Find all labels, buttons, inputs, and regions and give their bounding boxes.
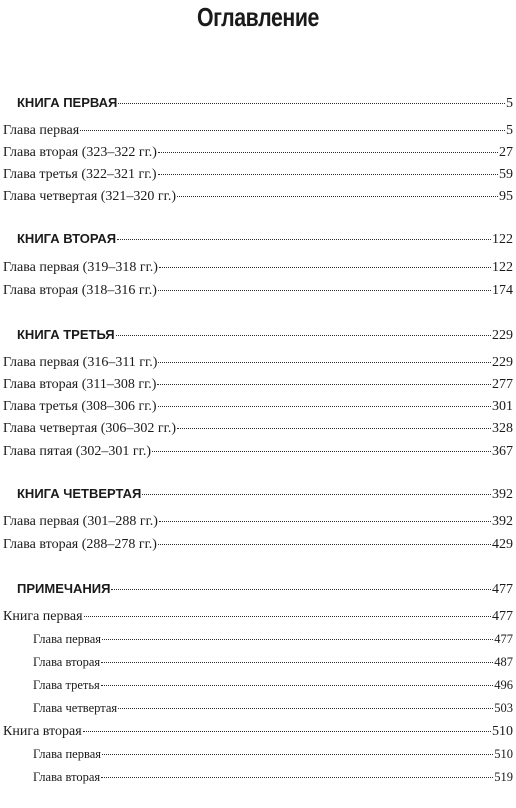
- toc-entry-label: КНИГА ЧЕТВЕРТАЯ: [17, 486, 142, 501]
- toc-entry-page-number: 174: [492, 283, 513, 298]
- dot-leader: [83, 731, 491, 732]
- toc-entry[interactable]: [3, 283, 513, 299]
- toc-entry-page-number: 429: [492, 537, 513, 552]
- toc-entry[interactable]: [33, 632, 513, 647]
- toc-entry-label: Книга вторая: [3, 724, 82, 739]
- dot-leader: [102, 639, 493, 640]
- toc-entry[interactable]: [3, 355, 513, 371]
- toc-entry-page-number: 229: [492, 328, 513, 343]
- toc-entry-label: Глава вторая (288–278 гг.): [3, 537, 157, 552]
- toc-entry[interactable]: [17, 231, 513, 248]
- toc-entry[interactable]: [33, 678, 513, 693]
- toc-entry[interactable]: [3, 399, 513, 415]
- toc-entry[interactable]: [33, 655, 513, 670]
- toc-entry[interactable]: [17, 486, 513, 503]
- page-title: Оглавление: [196, 2, 320, 32]
- toc-entry-label: КНИГА ВТОРАЯ: [17, 231, 117, 246]
- toc-entry-page-number: 477: [492, 609, 513, 624]
- dot-leader: [177, 428, 491, 429]
- toc-entry-label: Глава четвертая (306–302 гг.): [3, 421, 176, 436]
- dot-leader: [101, 685, 493, 686]
- toc-entry[interactable]: [17, 95, 513, 112]
- toc-entry-page-number: 301: [492, 399, 513, 414]
- toc-entry[interactable]: [3, 377, 513, 393]
- dot-leader: [142, 494, 491, 495]
- toc-entry[interactable]: [17, 327, 513, 344]
- toc-entry-page-number: 122: [492, 260, 513, 275]
- toc-entry[interactable]: [3, 260, 513, 276]
- toc-entry-label: Глава вторая (318–316 гг.): [3, 283, 157, 298]
- toc-entry[interactable]: [3, 724, 513, 740]
- toc-entry-page-number: 59: [499, 167, 513, 182]
- toc-entry-label: Глава первая: [33, 747, 102, 761]
- toc-entry-page-number: 229: [492, 355, 513, 370]
- toc-entry-page-number: 277: [492, 377, 513, 392]
- toc-entry-label: Глава вторая: [33, 655, 101, 669]
- dot-leader: [84, 616, 491, 617]
- toc-entry-label: Глава вторая (323–322 гг.): [3, 145, 157, 160]
- toc-entry-page-number: 5: [506, 123, 513, 138]
- dot-leader: [152, 451, 491, 452]
- toc-entry-page-number: 27: [499, 145, 513, 160]
- toc-entry-label: Глава четвертая (321–320 гг.): [3, 189, 176, 204]
- dot-leader: [158, 290, 491, 291]
- toc-entry-label: Глава третья (308–306 гг.): [3, 399, 157, 414]
- toc-entry-label: Глава первая (316–311 гг.): [3, 355, 158, 370]
- toc-entry-label: Глава вторая: [33, 770, 101, 784]
- toc-entry-label: Глава первая (301–288 гг.): [3, 514, 158, 529]
- toc-entry[interactable]: [3, 145, 513, 161]
- toc-entry[interactable]: [33, 747, 513, 762]
- dot-leader: [159, 267, 491, 268]
- toc-entry-page-number: 519: [494, 770, 513, 784]
- toc-entry-page-number: 392: [492, 514, 513, 529]
- toc-entry-label: Глава первая: [3, 123, 80, 138]
- dot-leader: [101, 777, 493, 778]
- toc-entry-label: Глава пятая (302–301 гг.): [3, 444, 151, 459]
- toc-entry-page-number: 5: [506, 96, 513, 111]
- dot-leader: [158, 544, 491, 545]
- toc-entry-page-number: 496: [494, 678, 513, 692]
- toc-entry-label: Глава первая: [33, 632, 102, 646]
- dot-leader: [101, 662, 493, 663]
- toc-entry-page-number: 477: [494, 632, 513, 646]
- dot-leader: [118, 708, 493, 709]
- toc-entry-label: КНИГА ТРЕТЬЯ: [17, 327, 115, 342]
- toc-entry-label: Книга первая: [3, 609, 83, 624]
- dot-leader: [111, 589, 491, 590]
- dot-leader: [158, 152, 498, 153]
- toc-entry-label: Глава вторая (311–308 гг.): [3, 377, 157, 392]
- toc-entry[interactable]: [17, 581, 513, 598]
- toc-entry[interactable]: [33, 770, 513, 785]
- dot-leader: [118, 103, 505, 104]
- toc-entry-page-number: 328: [492, 421, 513, 436]
- dot-leader: [158, 362, 491, 363]
- toc-entry[interactable]: [33, 701, 513, 716]
- dot-leader: [159, 521, 491, 522]
- toc-entry[interactable]: [3, 123, 513, 139]
- toc-entry-page-number: 95: [499, 189, 513, 204]
- toc-entry[interactable]: [3, 167, 513, 183]
- toc-entry-page-number: 487: [494, 655, 513, 669]
- toc-entry-page-number: 367: [492, 444, 513, 459]
- dot-leader: [117, 239, 491, 240]
- dot-leader: [80, 130, 505, 131]
- toc-entry[interactable]: [3, 444, 513, 460]
- dot-leader: [116, 335, 491, 336]
- toc-entry-page-number: 477: [492, 582, 513, 597]
- toc-entry-label: Глава первая (319–318 гг.): [3, 260, 158, 275]
- toc-entry[interactable]: [3, 609, 513, 625]
- toc-entry-label: КНИГА ПЕРВАЯ: [17, 95, 118, 110]
- dot-leader: [158, 174, 498, 175]
- toc-entry-label: Глава третья (322–321 гг.): [3, 167, 157, 182]
- toc-entry[interactable]: [3, 514, 513, 530]
- toc-entry[interactable]: [3, 421, 513, 437]
- toc-entry-page-number: 503: [494, 701, 513, 715]
- toc-entry-page-number: 510: [492, 724, 513, 739]
- toc-entry-page-number: 122: [492, 232, 513, 247]
- toc-entry-page-number: 392: [492, 487, 513, 502]
- dot-leader: [177, 196, 498, 197]
- dot-leader: [157, 384, 491, 385]
- toc-entry-page-number: 510: [494, 747, 513, 761]
- toc-entry[interactable]: [3, 537, 513, 553]
- dot-leader: [102, 754, 493, 755]
- toc-entry[interactable]: [3, 189, 513, 205]
- dot-leader: [158, 406, 491, 407]
- toc-entry-label: ПРИМЕЧАНИЯ: [17, 581, 111, 596]
- toc-entry-label: Глава четвертая: [33, 701, 118, 715]
- toc-entry-label: Глава третья: [33, 678, 100, 692]
